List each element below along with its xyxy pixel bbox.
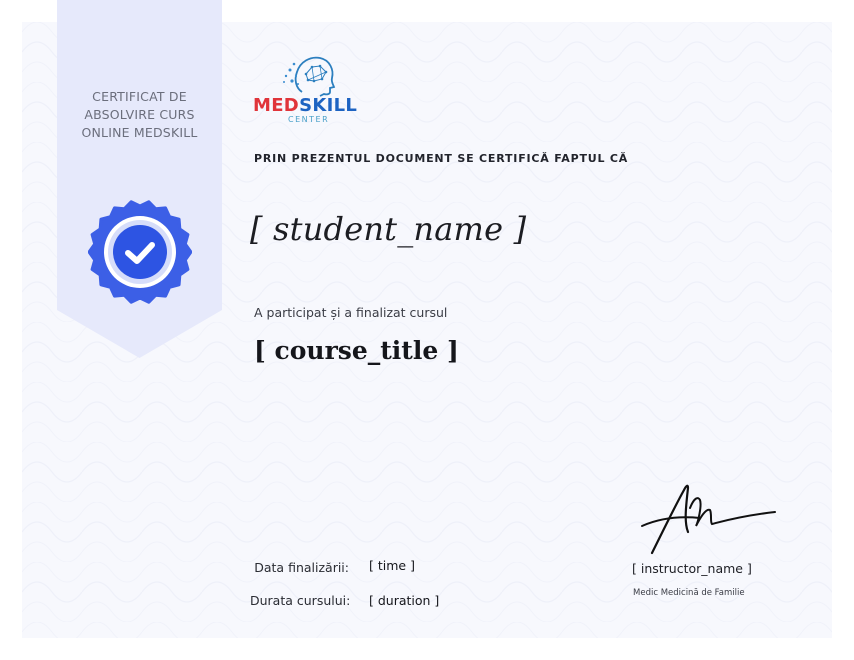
course-title: [ course_title ] — [254, 336, 459, 365]
completion-date-label: Data finalizării: — [254, 560, 349, 575]
logo-word-med: MED — [253, 95, 300, 116]
logo-word-skill: SKILL — [299, 95, 358, 116]
certification-statement: PRIN PREZENTUL DOCUMENT SE CERTIFICĂ FAPTUL CĂ — [254, 152, 629, 165]
side-ribbon — [57, 0, 222, 358]
ribbon-title-line2: ABSOLVIRE CURS — [84, 107, 195, 122]
student-name: [ student_name ] — [250, 210, 527, 248]
logo-subtitle: CENTER — [288, 115, 330, 124]
course-duration-label: Durata cursului: — [250, 593, 351, 608]
instructor-role: Medic Medicină de Familie — [633, 588, 745, 598]
logo-wordmark — [253, 96, 357, 116]
verified-seal-icon — [88, 200, 192, 304]
ribbon-title-line1: CERTIFICAT DE — [92, 89, 187, 104]
participation-text: A participat și a finalizat cursul — [254, 305, 448, 320]
course-duration-value: [ duration ] — [369, 593, 440, 608]
ribbon-title-line3: ONLINE MEDSKILL — [81, 125, 198, 140]
instructor-signature — [640, 478, 780, 558]
instructor-name: [ instructor_name ] — [632, 561, 752, 576]
completion-date-value: [ time ] — [369, 558, 415, 573]
ribbon-title — [57, 88, 222, 142]
